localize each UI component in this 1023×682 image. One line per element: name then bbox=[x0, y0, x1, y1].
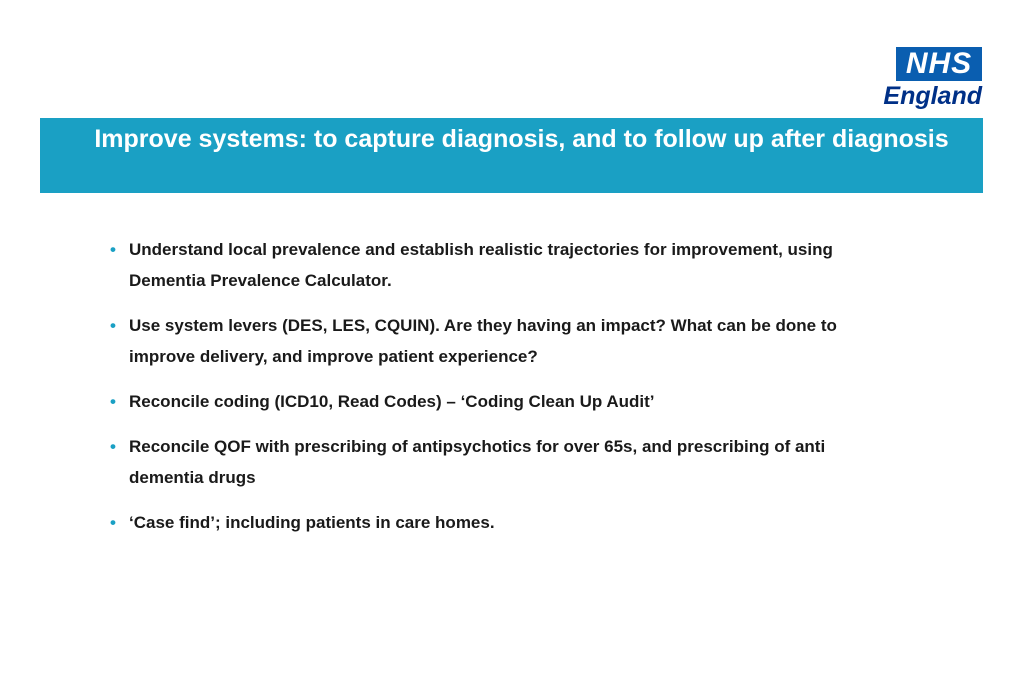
bullet-item bbox=[110, 310, 870, 372]
bullet-text: Reconcile coding (ICD10, Read Codes) – ‘Coding Clean Up Audit’ bbox=[129, 392, 655, 411]
bullet-dot-icon: • bbox=[110, 240, 116, 259]
bullet-dot-icon: • bbox=[110, 513, 116, 532]
bullet-text: Use system levers (DES, LES, CQUIN). Are they having an impact? What can be done to improve delivery, and improve patient experience? bbox=[129, 316, 837, 366]
bullet-list bbox=[110, 234, 870, 552]
bullet-text: Understand local prevalence and establish realistic trajectories for improvement, using Dementia Prevalence Calculator. bbox=[129, 240, 833, 290]
bullet-item bbox=[110, 507, 870, 538]
bullet-dot-icon: • bbox=[110, 392, 116, 411]
bullet-dot-icon: • bbox=[110, 437, 116, 456]
bullet-text: Reconcile QOF with prescribing of antipsychotics for over 65s, and prescribing of anti dementia drugs bbox=[129, 437, 826, 487]
slide-title: Improve systems: to capture diagnosis, and to follow up after diagnosis bbox=[94, 125, 949, 153]
bullet-dot-icon: • bbox=[110, 316, 116, 335]
bullet-item bbox=[110, 431, 870, 493]
bullet-item bbox=[110, 234, 870, 296]
england-logo-text: England bbox=[883, 82, 982, 110]
bullet-text: ‘Case find’; including patients in care homes. bbox=[129, 513, 495, 532]
bullet-item bbox=[110, 386, 870, 417]
nhs-logo-box: NHS bbox=[896, 47, 982, 81]
